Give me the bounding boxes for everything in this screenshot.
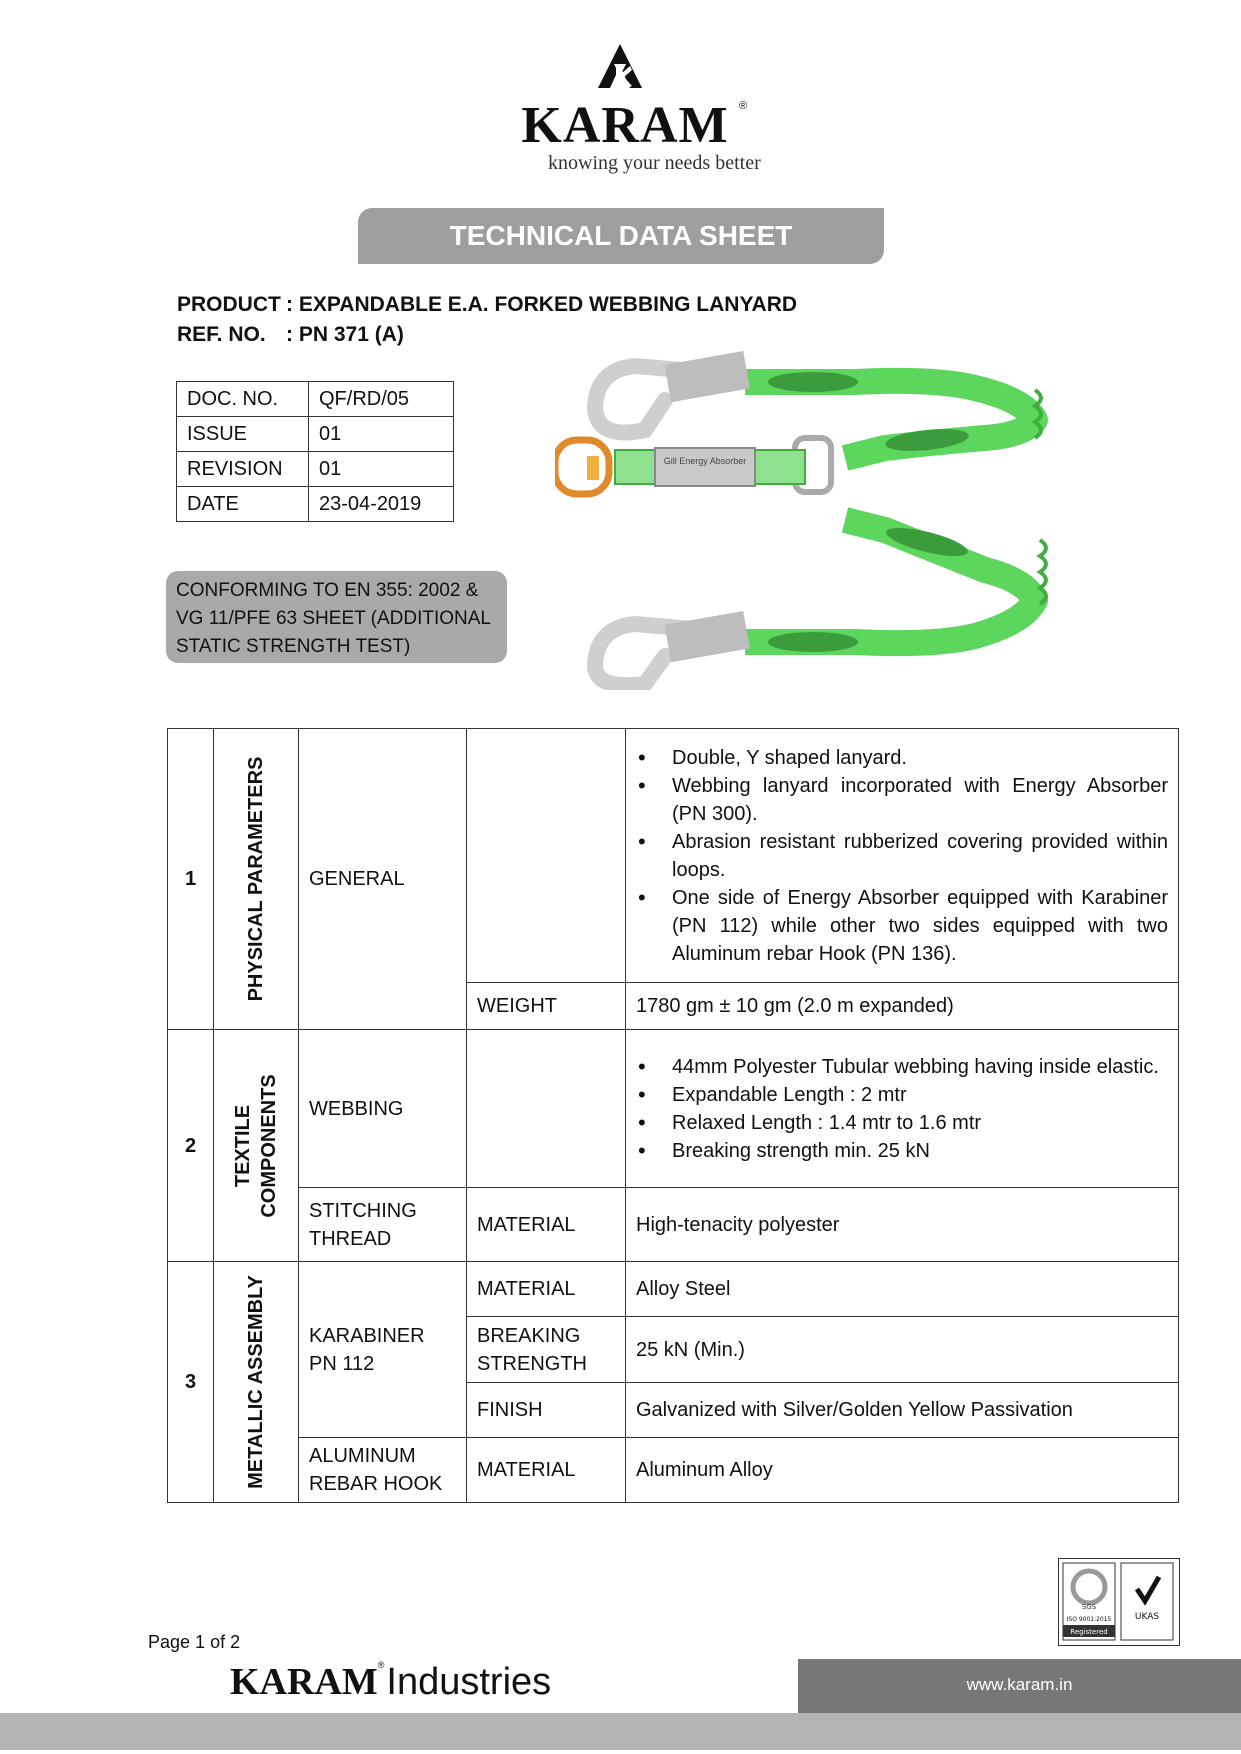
certification-logo-icon: [1059, 1559, 1178, 1644]
list-item: • Relaxed Length : 1.4 mtr to 1.6 mtr: [636, 1109, 1168, 1137]
attribute-label: WEIGHT: [467, 983, 626, 1030]
category-label: PHYSICAL PARAMETERS: [245, 756, 267, 1002]
website-link[interactable]: www.karam.in: [966, 1675, 1073, 1694]
doc-value: 01: [309, 452, 454, 487]
footer-website-bar: [798, 1659, 1241, 1713]
attribute-value: 1780 gm ± 10 gm (2.0 m expanded): [626, 983, 1179, 1030]
category-line: TEXTILE: [232, 1104, 254, 1187]
attribute-label: BREAKING STRENGTH: [467, 1317, 626, 1383]
doc-key: REVISION: [177, 452, 309, 487]
doc-info-table: [176, 381, 454, 522]
doc-value: 23-04-2019: [309, 487, 454, 522]
attribute-cell-empty: [467, 1030, 626, 1188]
table-row: [168, 1188, 1179, 1262]
table-row: [168, 1438, 1179, 1503]
registered-mark: ®: [739, 100, 748, 112]
page-of: of: [205, 1632, 231, 1652]
cert-ukas: UKAS: [1134, 1612, 1160, 1622]
category-label: [230, 1074, 282, 1217]
attribute-value: 25 kN (Min.): [626, 1317, 1179, 1383]
attribute-value: Alloy Steel: [626, 1262, 1179, 1317]
footer-brand-name: KARAM: [230, 1661, 378, 1703]
page-number: [148, 1632, 240, 1653]
table-row: [177, 452, 454, 487]
list-item: • Expandable Length : 2 mtr: [636, 1081, 1168, 1109]
ref-line: [177, 323, 404, 347]
list-item: • Breaking strength min. 25 kN: [636, 1137, 1168, 1165]
component-name: GENERAL: [299, 729, 467, 1030]
attribute-value: Galvanized with Silver/Golden Yellow Passivation: [626, 1383, 1179, 1438]
doc-value: 01: [309, 417, 454, 452]
cert-sgs: SGS: [1081, 1603, 1097, 1611]
component-name: WEBBING: [299, 1030, 467, 1188]
attribute-value: High-tenacity polyester: [626, 1188, 1179, 1262]
product-label: PRODUCT: [177, 293, 281, 316]
ref-value: : PN 371 (A): [286, 323, 404, 346]
category-line: COMPONENTS: [258, 1073, 280, 1218]
attribute-cell-empty: [467, 729, 626, 983]
list-item: • 44mm Polyester Tubular webbing having inside elastic.: [636, 1053, 1168, 1081]
footer-registered-mark: ®: [377, 1660, 385, 1670]
document-title: TECHNICAL DATA SHEET: [449, 220, 793, 251]
title-bar: [358, 208, 884, 264]
specification-table: [167, 728, 1179, 1503]
doc-key: ISSUE: [177, 417, 309, 452]
webbing-bullets: [636, 1053, 1168, 1165]
table-row: [177, 487, 454, 522]
doc-key: DOC. NO.: [177, 382, 309, 417]
table-row: [177, 417, 454, 452]
attribute-label: FINISH: [467, 1383, 626, 1438]
cert-iso: ISO 9001:2015: [1066, 1616, 1112, 1623]
ref-label: REF. NO.: [177, 323, 266, 346]
cert-registered: Registered: [1070, 1628, 1108, 1636]
page-current: 1: [195, 1632, 206, 1652]
table-row: [177, 382, 454, 417]
footer-brand: [230, 1660, 551, 1710]
bullet-cell: [626, 729, 1179, 983]
table-row: [168, 1030, 1179, 1188]
doc-key: DATE: [177, 487, 309, 522]
section-number: 2: [168, 1030, 214, 1262]
lanyard-product-image: [555, 330, 1195, 690]
bullet-cell: [626, 1030, 1179, 1188]
footer-brand-suffix: Industries: [386, 1661, 552, 1703]
brand-tagline: knowing your needs better: [548, 152, 761, 174]
certification-badge: [1058, 1558, 1180, 1646]
karam-logo-mark-icon: [594, 44, 646, 90]
category-cell: [214, 1030, 299, 1262]
attribute-label: MATERIAL: [467, 1262, 626, 1317]
component-name: STITCHING THREAD: [299, 1188, 467, 1262]
list-item: • Double, Y shaped lanyard.: [636, 744, 1168, 772]
product-value: : EXPANDABLE E.A. FORKED WEBBING LANYARD: [286, 293, 798, 316]
attribute-label: MATERIAL: [467, 1438, 626, 1503]
category-cell: [214, 1262, 299, 1503]
doc-value: QF/RD/05: [309, 382, 454, 417]
brand-logo-text: KARAM: [521, 97, 729, 154]
absorber-label: Gill Energy Absorber: [663, 456, 747, 466]
table-row: [168, 1262, 1179, 1317]
attribute-label: MATERIAL: [467, 1188, 626, 1262]
product-line: [177, 293, 797, 317]
footer-strip: [0, 1713, 1241, 1750]
page-prefix: Page: [148, 1632, 196, 1652]
page-total: 2: [230, 1632, 241, 1652]
list-item: • Abrasion resistant rubberized covering provided within loops.: [636, 828, 1168, 884]
attribute-value: Aluminum Alloy: [626, 1438, 1179, 1503]
category-label: METALLIC ASSEMBLY: [245, 1275, 267, 1489]
section-number: 3: [168, 1262, 214, 1503]
conformance-badge: CONFORMING TO EN 355: 2002 & VG 11/PFE 63 SHEET (ADDITIONAL STATIC STRENGTH TEST): [166, 571, 507, 663]
general-bullets: [636, 744, 1168, 968]
section-number: 1: [168, 729, 214, 1030]
list-item: • Webbing lanyard incorporated with Energy Absorber (PN 300).: [636, 772, 1168, 828]
category-cell: [214, 729, 299, 1030]
component-name: KARABINER PN 112: [299, 1262, 467, 1438]
list-item: • One side of Energy Absorber equipped with Karabiner (PN 112) while other two sides equipped with two Aluminum rebar Hook (PN 136).: [636, 884, 1168, 968]
table-row: [168, 729, 1179, 983]
component-name: ALUMINUM REBAR HOOK: [299, 1438, 467, 1503]
